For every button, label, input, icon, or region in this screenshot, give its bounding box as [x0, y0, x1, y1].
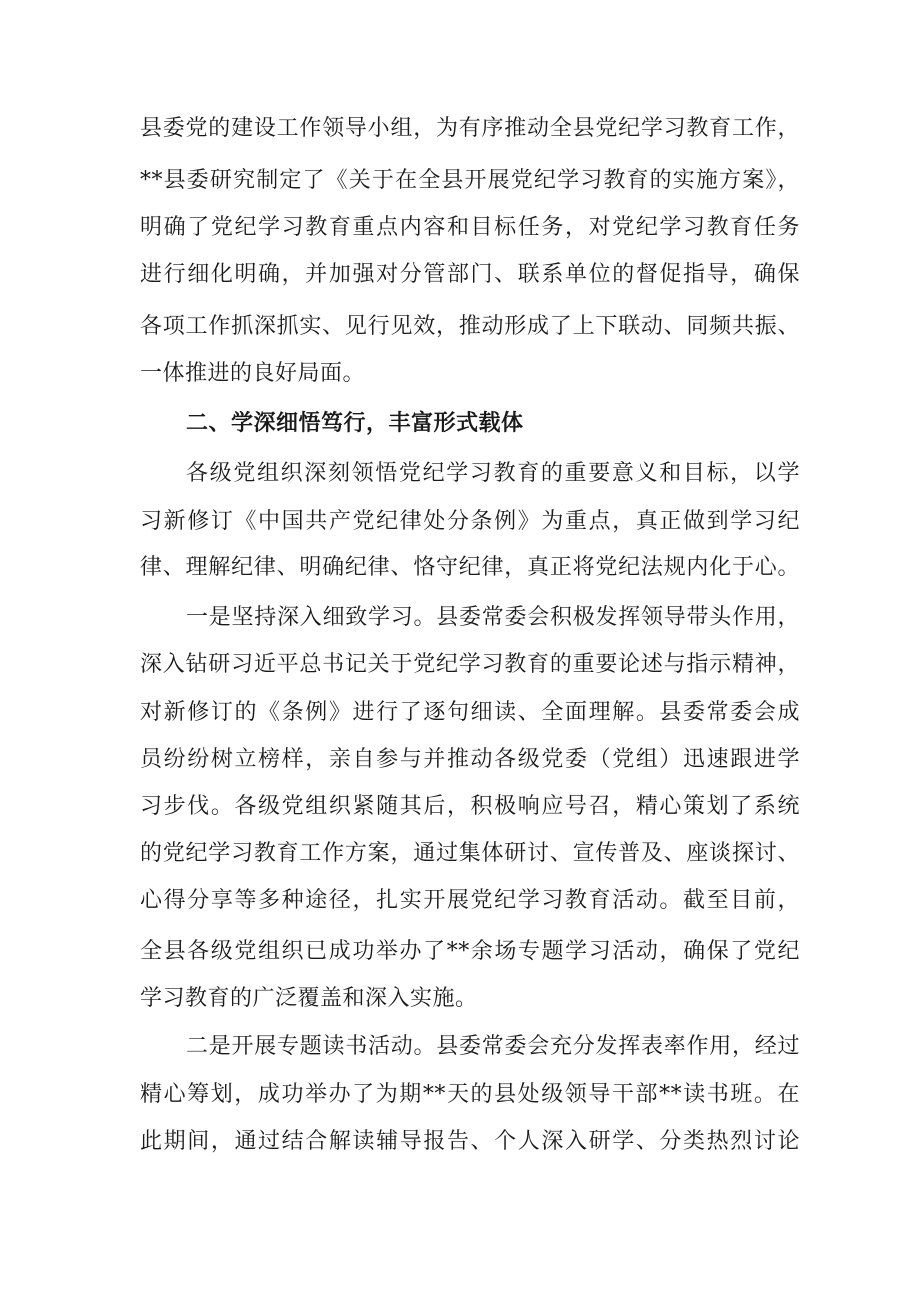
paragraph-line: 员纷纷树立榜样，亲自参与并推动各级党委（党组）迅速跟进学 — [140, 747, 800, 772]
paragraph-line: 对新修订的《条例》进行了逐句细读、全面理解。县委常委会成 — [140, 700, 800, 725]
paragraph-line: 此期间，通过结合解读辅导报告、个人深入研学、分类热烈讨论 — [140, 1129, 800, 1154]
paragraph-line: 县委党的建设工作领导小组，为有序推动全县党纪学习教育工作， — [140, 116, 800, 141]
paragraph-line: 律、理解纪律、明确纪律、恪守纪律，真正将党纪法规内化于心。 — [140, 555, 800, 580]
paragraph-line: 进行细化明确，并加强对分管部门、联系单位的督促指导，确保 — [140, 262, 800, 287]
paragraph-line: 精心筹划，成功举办了为期**天的县处级领导干部**读书班。在 — [140, 1082, 800, 1107]
paragraph-line: 心得分享等多种途径，扎实开展党纪学习教育活动。截至目前， — [140, 888, 800, 913]
paragraph-line: **县委研究制定了《关于在全县开展党纪学习教育的实施方案》， — [140, 168, 800, 193]
paragraph-line: 全县各级党组织已成功举办了**余场专题学习活动，确保了党纪 — [140, 939, 800, 964]
paragraph-line: 习新修订《中国共产党纪律处分条例》为重点，真正做到学习纪 — [140, 509, 800, 534]
paragraph-line: 各级党组织深刻领悟党纪学习教育的重要意义和目标，以学 — [186, 461, 800, 486]
paragraph-line: 的党纪学习教育工作方案，通过集体研讨、宣传普及、座谈探讨、 — [140, 841, 800, 866]
paragraph-line: 一是坚持深入细致学习。县委常委会积极发挥领导带头作用， — [186, 605, 800, 630]
paragraph-line: 习步伐。各级党组织紧随其后，积极响应号召，精心策划了系统 — [140, 794, 800, 819]
paragraph-line: 学习教育的广泛覆盖和深入实施。 — [140, 986, 478, 1011]
paragraph-line: 深入钻研习近平总书记关于党纪学习教育的重要论述与指示精神， — [140, 652, 800, 677]
section-heading: 二、学深细悟笃行，丰富形式载体 — [186, 411, 524, 436]
paragraph-line: 一体推进的良好局面。 — [140, 361, 366, 386]
paragraph-line: 明确了党纪学习教育重点内容和目标任务，对党纪学习教育任务 — [140, 215, 800, 240]
paragraph-line: 各项工作抓深抓实、见行见效，推动形成了上下联动、同频共振、 — [140, 314, 800, 339]
paragraph-line: 二是开展专题读书活动。县委常委会充分发挥表率作用，经过 — [186, 1034, 800, 1059]
